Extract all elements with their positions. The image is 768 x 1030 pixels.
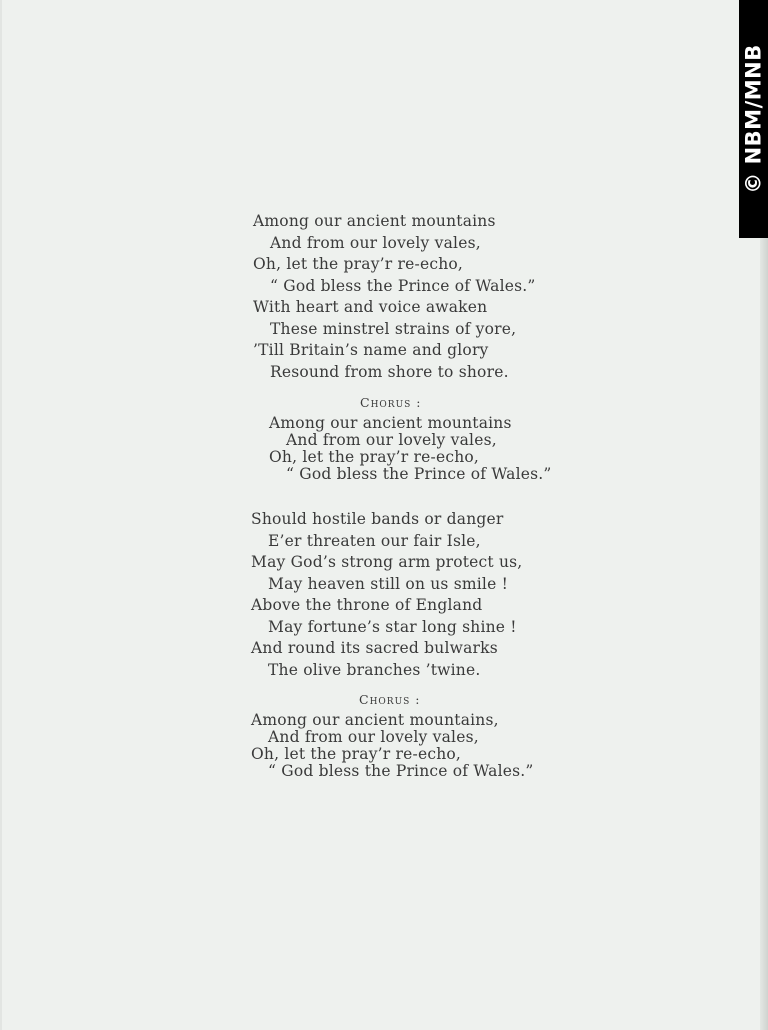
verse-line: These minstrel strains of yore, — [270, 320, 517, 338]
chorus-line: Oh, let the pray’r re-echo, — [251, 745, 462, 763]
copyright-watermark — [739, 0, 768, 238]
verse-line: Should hostile bands or danger — [251, 510, 504, 528]
verse-line: Resound from shore to shore. — [270, 363, 509, 381]
watermark-text: © NBM/MNB — [741, 44, 766, 194]
chorus-line: Among our ancient mountains, — [251, 711, 499, 729]
verse-line: With heart and voice awaken — [253, 298, 488, 316]
verse-line: May God’s strong arm protect us, — [251, 553, 523, 571]
chorus-line: “ God bless the Prince of Wales.” — [268, 762, 534, 780]
chorus-label: Chorus : — [360, 395, 422, 410]
verse-line: May heaven still on us smile ! — [268, 575, 509, 593]
verse-line: Above the throne of England — [251, 596, 483, 614]
verse-line: The olive branches ’twine. — [268, 661, 481, 679]
verse-line: E’er threaten our fair Isle, — [268, 532, 481, 550]
chorus-line: Oh, let the pray’r re-echo, — [269, 448, 480, 466]
chorus-line: Among our ancient mountains — [269, 414, 512, 432]
verse-line: And from our lovely vales, — [270, 234, 481, 252]
chorus-line: “ God bless the Prince of Wales.” — [286, 465, 552, 483]
chorus-label: Chorus : — [359, 692, 421, 707]
verse-line: Among our ancient mountains — [253, 212, 496, 230]
verse-line: Oh, let the pray’r re-echo, — [253, 255, 464, 273]
chorus-line: And from our lovely vales, — [268, 728, 479, 746]
verse-line: “ God bless the Prince of Wales.” — [270, 277, 536, 295]
chorus-line: And from our lovely vales, — [286, 431, 497, 449]
verse-line: And round its sacred bulwarks — [251, 639, 498, 657]
verse-line: ’Till Britain’s name and glory — [253, 341, 489, 359]
verse-line: May fortune’s star long shine ! — [268, 618, 517, 636]
